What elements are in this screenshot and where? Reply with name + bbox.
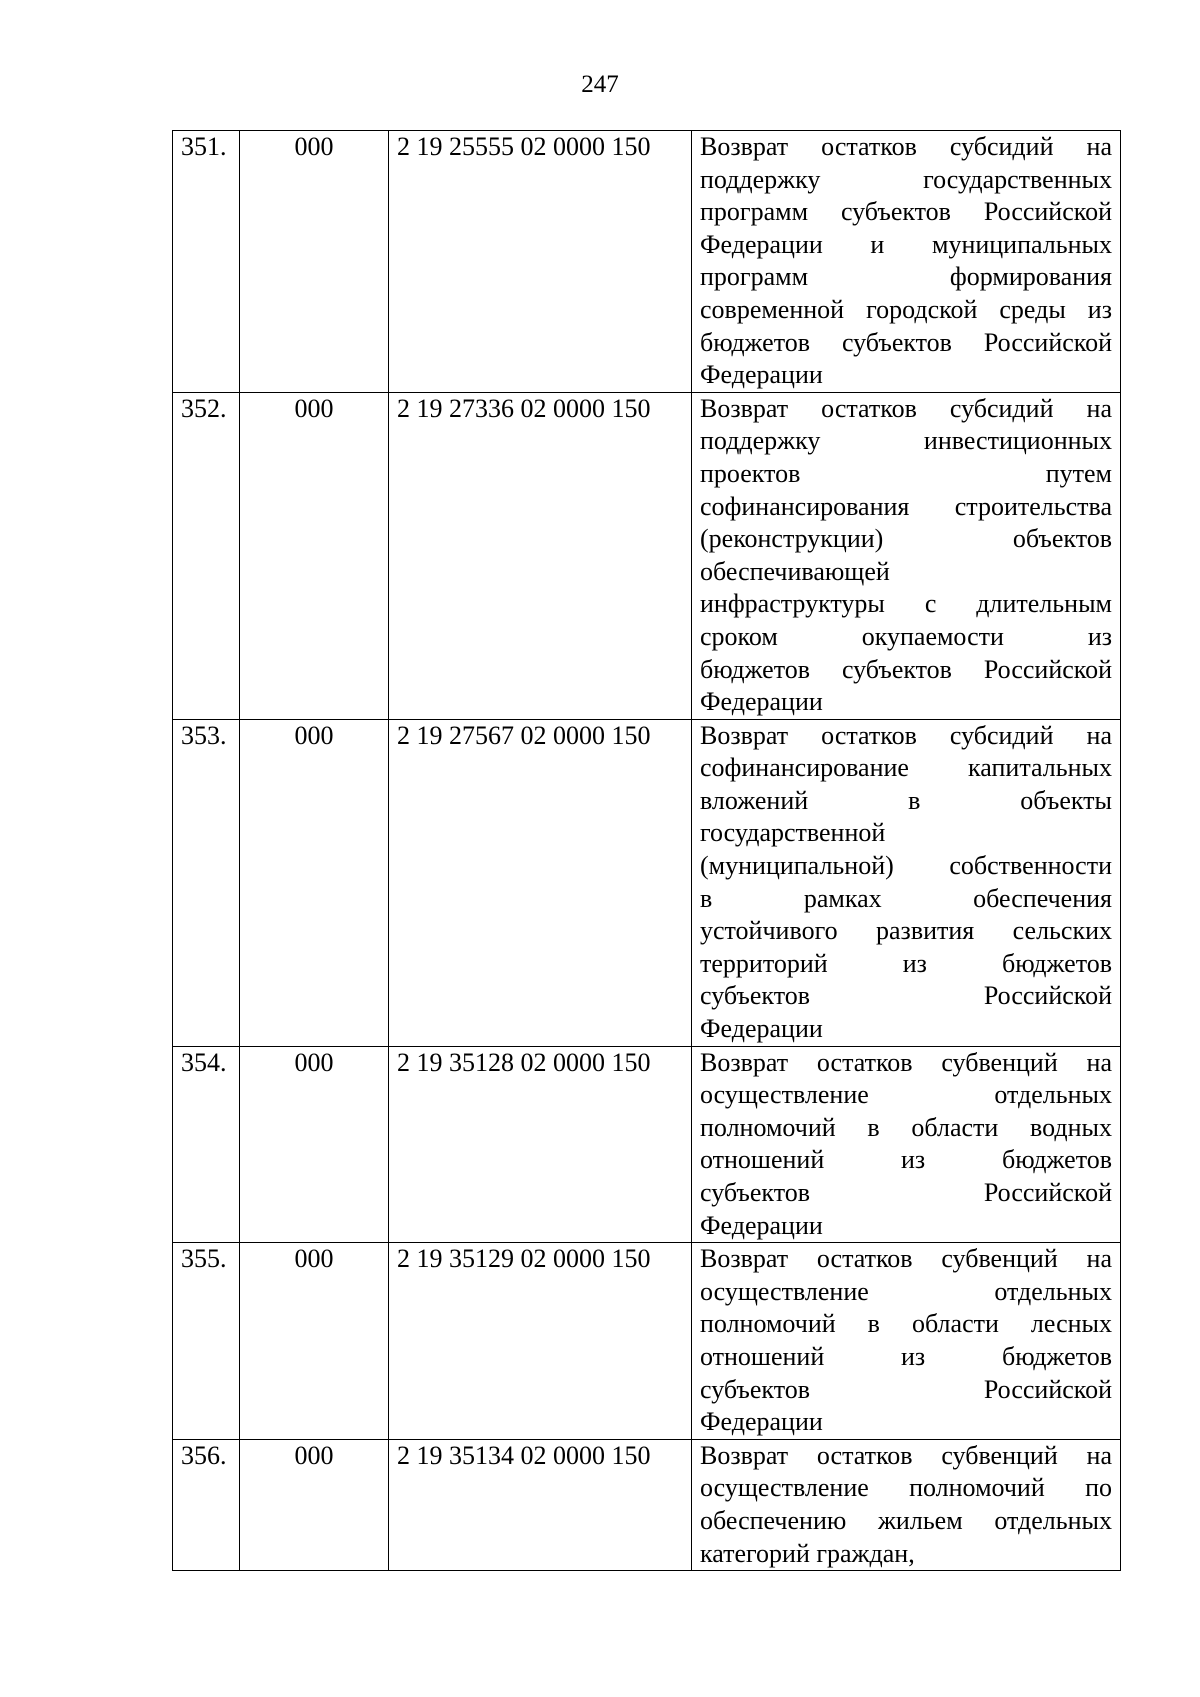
description-line: Федерации [700,1210,823,1240]
description-line: Возврат остатков субсидий на [700,720,1112,750]
admin-code-cell: 000 [240,1243,389,1440]
description-cell [692,392,1121,719]
description-line: софинансирование капитальных [700,753,1112,783]
description-line: Возврат остатков субвенций на [700,1244,1112,1274]
description-line: субъектов Российской [700,981,1112,1011]
budget-code-cell: 2 19 35134 02 0000 150 [389,1439,692,1570]
budget-code-cell: 2 19 35128 02 0000 150 [389,1046,692,1243]
description-line: сроком окупаемости из [700,621,1112,651]
description-line: Федерации [700,1407,823,1437]
description-line: поддержку государственных [700,164,1112,194]
description-line: Возврат остатков субсидий на [700,132,1112,161]
description-line: бюджетов субъектов Российской [700,327,1112,357]
description-line: проектов путем [700,458,1112,488]
budget-code-cell: 2 19 35129 02 0000 150 [389,1243,692,1440]
admin-code-cell: 000 [240,719,389,1046]
description-line: осуществление отдельных [700,1080,1112,1110]
description-line: современной городской среды из [700,294,1112,324]
description-line: вложений в объекты [700,785,1112,815]
row-number-cell: 352. [173,392,240,719]
description-cell [692,1439,1121,1570]
budget-code-cell: 2 19 27336 02 0000 150 [389,392,692,719]
description-cell [692,1046,1121,1243]
description-line: территорий из бюджетов [700,948,1112,978]
description-line: Федерации и муниципальных [700,229,1112,259]
description-line: устойчивого развития сельских [700,916,1112,946]
description-line: субъектов Российской [700,1178,1112,1207]
admin-code-cell: 000 [240,1046,389,1243]
row-number-cell: 356. [173,1439,240,1570]
table-row [173,1046,1121,1243]
description-line: (реконструкции) объектов [700,524,1112,554]
description-line: субъектов Российской [700,1374,1112,1404]
description-line: Возврат остатков субвенций на [700,1047,1112,1077]
table-row [173,1243,1121,1440]
description-line: отношений из бюджетов [700,1145,1112,1175]
table-row [173,392,1121,719]
description-line: категорий граждан, [700,1538,915,1568]
row-number-cell: 353. [173,719,240,1046]
page-number: 247 [581,71,619,98]
admin-code-cell: 000 [240,131,389,393]
row-number-cell: 355. [173,1243,240,1440]
description-line: программ субъектов Российской [700,197,1112,227]
description-line: Федерации [700,687,823,717]
description-line: программ формирования [700,262,1112,292]
admin-code-cell: 000 [240,392,389,719]
table-row [173,131,1121,393]
description-line: Возврат остатков субвенций на [700,1440,1112,1470]
description-cell [692,1243,1121,1440]
row-number-cell: 351. [173,131,240,393]
description-cell [692,719,1121,1046]
description-cell [692,131,1121,393]
description-line: государственной [700,818,886,848]
description-line: полномочий в области лесных [700,1309,1112,1339]
description-line: Федерации [700,360,823,390]
table-row [173,719,1121,1046]
admin-code-cell: 000 [240,1439,389,1570]
description-line: (муниципальной) собственности [700,851,1112,881]
description-line: бюджетов субъектов Российской [700,654,1112,684]
budget-code-cell: 2 19 27567 02 0000 150 [389,719,692,1046]
budget-codes-table [172,130,1121,1571]
description-line: обеспечению жильем отдельных [700,1505,1112,1535]
description-line: в рамках обеспечения [700,883,1112,913]
description-line: софинансирования строительства [700,491,1112,521]
table-body [173,131,1121,1571]
description-line: поддержку инвестиционных [700,426,1112,456]
description-line: осуществление полномочий по [700,1473,1112,1503]
description-line: отношений из бюджетов [700,1341,1112,1371]
description-line: Возврат остатков субсидий на [700,393,1112,423]
description-line: осуществление отдельных [700,1276,1112,1306]
description-line: инфраструктуры с длительным [700,589,1112,619]
description-line: обеспечивающей [700,556,890,586]
budget-code-cell: 2 19 25555 02 0000 150 [389,131,692,393]
description-line: полномочий в области водных [700,1112,1112,1142]
row-number-cell: 354. [173,1046,240,1243]
description-line: Федерации [700,1014,823,1044]
table-row [173,1439,1121,1570]
